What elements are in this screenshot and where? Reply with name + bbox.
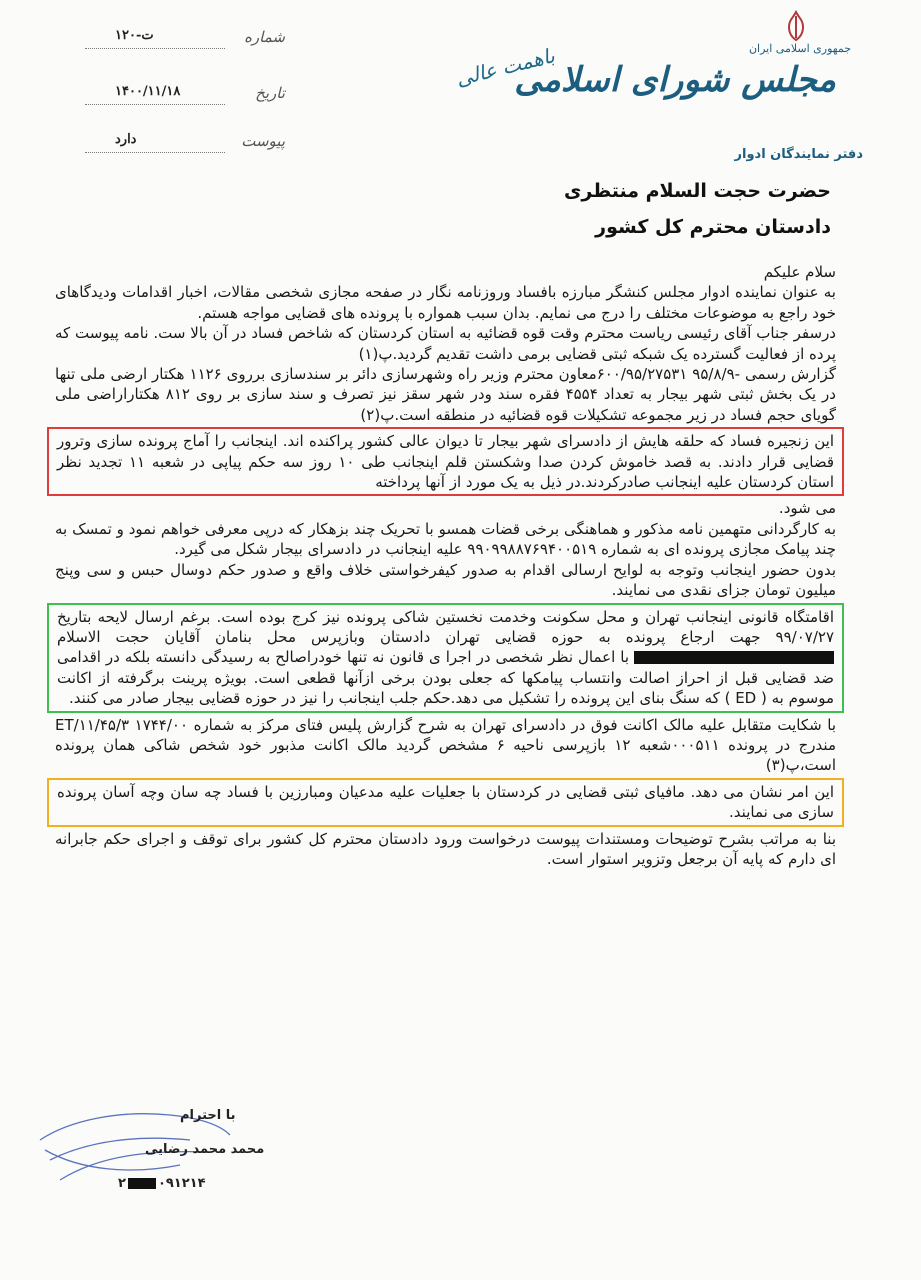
greeting: سلام علیکم <box>763 263 836 281</box>
closing-regards: با احترام <box>180 1108 236 1123</box>
paragraph-6: بدون حضور اینجانب وتوجه به لوایح ارسالی اقدام به صدور کیفرخواستی خلاف واقع و صدور حکم دوسال حبس و سی وپنج میلیون تومان جزای نقدی می نمایند. <box>55 560 836 600</box>
office-label: دفتر نمایندگان ادوار <box>734 147 863 162</box>
paragraph-7 <box>57 607 834 709</box>
date-line <box>85 104 225 105</box>
letter-body <box>55 262 836 869</box>
redaction-bar <box>634 651 834 664</box>
highlight-box-orange <box>47 778 844 827</box>
attachment-value: دارد <box>115 132 137 147</box>
number-label: شماره <box>244 28 285 46</box>
paragraph-8: با شکایت متقابل علیه مالک اکانت فوق در دادسرای تهران به شرح گزارش پلیس فتای مرکز به شماره ET/۱۱/۴۵/۳ ۱۷۴۴/۰۰ مندرج در پرونده ۰۰۰۵۱۱شعبه ۱۲ بازپرسی ناحیه ۶ مشخص گردید مالک اکانت مذبور خود شخص شاکی همان پرونده است،پ(۳) <box>55 715 836 775</box>
paragraph-4-tail: می شود. <box>778 499 836 518</box>
paragraph-7-part-a: اقامتگاه قانونی اینجانب تهران و محل سکونت وخدمت نخستین شاکی پرونده نیز کرج بوده است. برغم ارسال لایحه بتاریخ ۹۹/۰۷/۲۷ جهت ارجاع پرونده به حوزه قضایی تهران دادستان وبازپرس محل بنامان آقایان حجت الاسلام <box>57 607 834 646</box>
addressee-line-2: دادستان محترم کل کشور <box>595 216 831 238</box>
paragraph-3: گزارش رسمی -۹۵/۸/۹ ۶۰۰/۹۵/۲۷۵۳۱معاون محترم وزیر راه وشهرسازی دائر بر سندسازی برروی ۱۱۲۶ هکتار ارضی ملی تنها در یک بخش ثبتی شهر بیجار به تعداد ۴۵۵۴ فقره سند ودر شهر سقز نیز تصرف و سند سازی بر روی ۸۱۲ هکتاراراضی ملی گویای حجم فساد در زیر مجموعه تشکیلات قوه قضائیه در منطقه است.پ(۲) <box>55 365 836 424</box>
attachment-row <box>85 132 285 160</box>
phone-prefix: ۰۹۱۲۱۴ <box>157 1176 206 1191</box>
attachment-label: پیوست <box>241 132 285 150</box>
paragraph-5: به کارگردانی متهمین نامه مذکور و هماهنگی برخی قضات همسو با تحریک چند بزهکار که درپی معرفی خواهم نمود و تمسک به چند پیامک مجازی پرونده ای به شماره ۹۹۰۹۹۸۸۷۶۹۴۰۰۵۱۹ علیه اینجانب در دادسرای بیجار شکل می گیرد. <box>55 519 836 559</box>
paragraph-4: این زنجیره فساد که حلقه هایش از دادسرای شهر بیجار تا دیوان عالی کشور پراکنده اند. اینجانب را آماج پرونده سازی وترور قضایی قرار دادند. به قصد خاموش کردن صدا وشکستن قلم اینجانب طی ۱۰ روز سه حکم پیاپی در شعبه ۱۱ تجدید نظر استان کردستان علیه اینجانب صادرکردند.در ذیل به یک مورد از آنها پرداخته <box>57 432 834 492</box>
phone-number <box>118 1176 206 1191</box>
tagline: باهمت عالی <box>453 43 557 91</box>
date-label: تاریخ <box>255 84 285 102</box>
number-value: ت-۱۲۰ <box>115 28 154 43</box>
date-value: ۱۴۰۰/۱۱/۱۸ <box>115 84 181 99</box>
paragraph-9: این امر نشان می دهد. مافیای ثبتی قضایی در کردستان با جعلیات علیه مدعیان ومبارزین با فساد چه سان وچه آسان پرونده سازی می نمایند. <box>57 782 834 822</box>
phone-suffix: ۲ <box>118 1176 126 1191</box>
paragraph-2: درسفر جناب آقای رئیسی ریاست محترم وقت قوه قضائیه به استان کردستان که شاخص فساد در آن بالا ست. نامه پیوست که پرده از فعالیت گسترده یک شبکه ثبتی قضایی برمی داشت تقدیم گردید.پ(۱) <box>55 324 836 363</box>
number-row <box>85 28 285 56</box>
highlight-box-red <box>47 427 844 496</box>
majlis-title: مجلس شورای اسلامی <box>514 60 836 100</box>
attachment-line <box>85 152 225 153</box>
signer-name: محمد محمد رضایی <box>145 1142 265 1157</box>
paragraph-10: بنا به مراتب بشرح توضیحات ومستندات پیوست درخواست ورود دادستان محترم کل کشور برای توقف و اجرای حکم جابرانه ای دارم که پایه آن برجعل وتزویر استوار است. <box>55 829 836 868</box>
phone-redaction <box>128 1178 156 1189</box>
republic-label: جمهوری اسلامی ایران <box>748 42 851 55</box>
paragraph-1: به عنوان نماینده ادوار مجلس کنشگر مبارزه بافساد وروزنامه نگار در صفحه مجازی شخصی مقالات، اخبار اقدامات ودیدگاهای خود راجع به موضوعات مختلف را درج می نمایم. بدان سبب همواره با پرونده های قضایی مواجه هستم. <box>55 283 836 322</box>
highlight-box-green <box>47 603 844 713</box>
addressee-line-1: حضرت حجت السلام منتظری <box>563 180 831 202</box>
paragraph-7-part-b: با اعمال نظر شخصی در اجرا ی قانون نه تنها خودراصالح به رسیدگی دانسته بلکه در اقدامی ضد قضایی قبل از احراز اصالت وانتساب پیامکها که جعلی بودن برخی ازآنها قطعی است. بویژه پرینت برگرفته از اکانت موسوم به ( ED ) که سنگ بنای این پرونده را تشکیل می دهد.حکم جلب اینجانب را نیز در حوزه قضایی بیجار صادر می کنند. <box>57 648 834 708</box>
iran-emblem-icon <box>783 10 809 42</box>
date-row <box>85 84 285 112</box>
number-line <box>85 48 225 49</box>
